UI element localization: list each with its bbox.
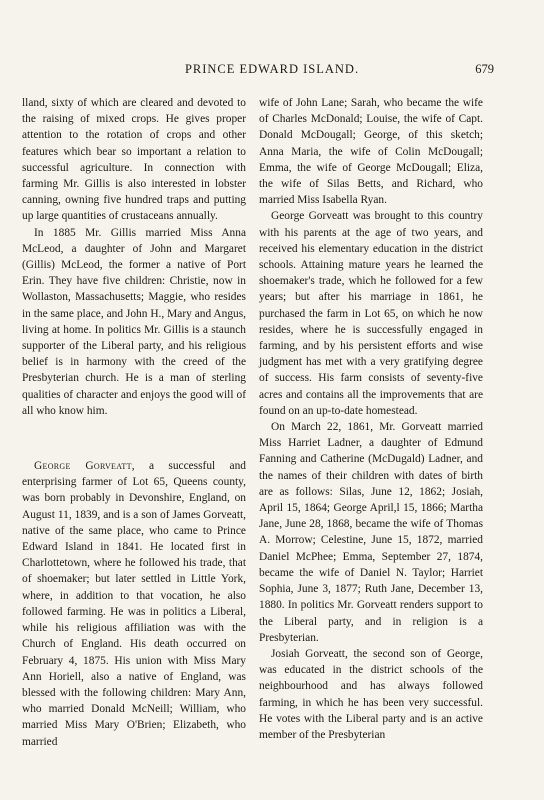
biography-text: , a successful and enterprising farmer of Lot 65, Queens county, was born probably in Devonshire, England, on August 11, 1839, and is a son of James Gorveatt, native of the same place, who came to Prince Edward Island in 1841. He located first in Charlottetown, where he followed his trade, that of shoemaker; but later settled in Little York, where, in addition to that vocation, he also followed farming. He was in politics a Liberal, while his religious affiliation was with the Church of England. His death occurred on February 4, 1875. His union with Miss Mary Ann Horiell, also a native of England, was blessed with the following children: Mary Ann, who married Donald McNeill; William, who married Miss Mary O'Brien; Elizabeth, who married — [22, 460, 246, 748]
paragraph-josiah: Josiah Gorveatt, the second son of George, was educated in the district schools of the neighbourhood and has always followed farming, in which he has been very successful. He votes with the Liberal party and is an active member of the Presbyterian — [259, 647, 483, 741]
biography-subject-name: George Gorveatt — [34, 460, 132, 473]
running-head — [0, 62, 544, 78]
page-number: 679 — [475, 62, 494, 76]
left-column — [22, 95, 246, 750]
paragraph-gillis-farm: lland, sixty of which are cleared and devoted to the raising of mixed crops. He gives proper attention to the rotation of crops and other features which bear so important a relation to successful agriculture. In connection with farming Mr. Gillis is also interested in lobster canning, owning five hundred traps and putting up large quantities of crustaceans annually. — [22, 97, 246, 223]
paragraph-gillis-marriage: In 1885 Mr. Gillis married Miss Anna McLeod, a daughter of John and Margaret (Gillis) McLeod, the former a native of Port Erin. They have five children: Christie, now in Wollaston, Massachusetts; Maggie, who resides in the same place, and John H., Mary and Angus, living at home. In politics Mr. Gillis is a staunch supporter of the Liberal party, and his religious belief is in harmony with the creed of the Presbyterian church. He is a man of sterling qualities of character and enjoys the good will of all who know him. — [22, 226, 246, 417]
paragraph-george-career: George Gorveatt was brought to this country with his parents at the age of two years, and received his elementary education in the district schools. Attaining mature years he learned the shoemaker's trade, which he followed for a few years; but after his marriage in 1861, he purchased the farm in Lot 65, on which he now resides, where he is successfully engaged in farming, and by his persistent efforts and wise judgment has met with a very gratifying degree of success. His farm consists of seventy-five acres and contains all the improvements that are found on an up-to-date homestead. — [259, 210, 483, 417]
running-title: PRINCE EDWARD ISLAND. — [184, 62, 360, 76]
right-column — [259, 95, 483, 743]
paragraph-gorveatt-biography — [22, 458, 246, 750]
paragraph-george-marriage: On March 22, 1861, Mr. Gorveatt married Miss Harriet Ladner, a daughter of Edmund Fanning and Catherine (McDugald) Ladner, and the names of their children with dates of birth are as follows: Silas, June 12, 1862; Josiah, April 15, 1864; George April,l 15, 1866; Martha Jane, June 28, 1868, became the wife of Thomas A. Morrow; Celestine, June 15, 1872, married Daniel McPhee; Emma, September 27, 1874, became the wife of Daniel N. Taylor; Harriet Sophia, June 3, 1877; Ruth Jane, December 13, 1880. In politics Mr. Gorveatt renders support to the Liberal party, and in religion is a Presbyterian. — [259, 421, 483, 644]
paragraph-siblings: wife of John Lane; Sarah, who became the wife of Charles McDonald; Louise, the wife of Capt. Donald McDougall; George, of this sketch; Anna Maria, the wife of Colin McDougall; Emma, the wife of George McDougall; Eliza, the wife of Silas Betts, and Richard, who married Miss Isabella Ryan. — [259, 97, 483, 207]
